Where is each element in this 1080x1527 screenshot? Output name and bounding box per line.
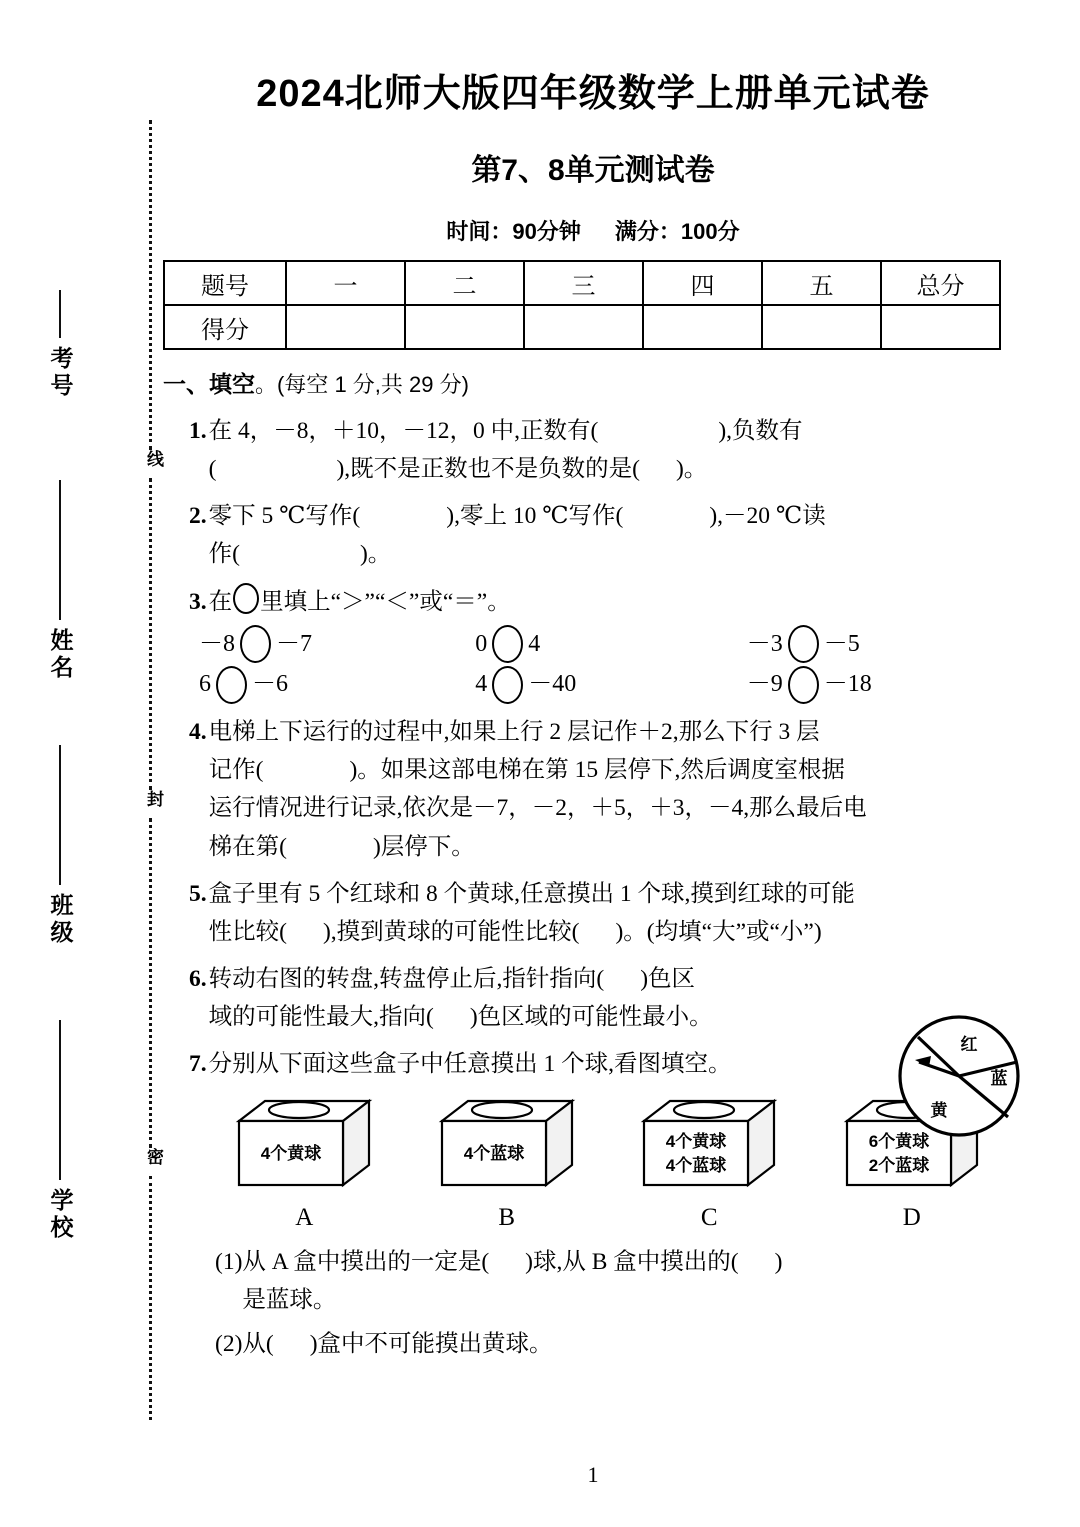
- comparison-circle[interactable]: [240, 625, 271, 663]
- comparison-item-4: [199, 665, 475, 704]
- question-7-sub-2-number: (2): [215, 1330, 243, 1357]
- box-icon-c: [634, 1093, 784, 1197]
- comparison-right-2: 4: [528, 630, 541, 657]
- info-label-name: 姓名: [47, 628, 74, 682]
- question-7-sub-2-line-1: [242, 1325, 1023, 1363]
- question-1-text-b: ),负数有: [718, 418, 803, 445]
- box-b-letter: B: [498, 1203, 516, 1231]
- comparison-left-5: 4: [475, 671, 488, 698]
- page-number: 1: [587, 1462, 599, 1487]
- question-6-text-c: 域的可能性最大,指向(: [208, 1003, 434, 1030]
- question-7-sub-2-body: [242, 1325, 1023, 1363]
- write-rule: [59, 1020, 61, 1180]
- question-4-line-3: 运行情况进行记录,依次是－7，－2，＋5，＋3，－4,那么最后电: [208, 795, 867, 822]
- question-1-line-1: [209, 412, 1023, 450]
- question-3-text-a: 在: [208, 588, 233, 615]
- question-3-number: 3.: [189, 588, 207, 615]
- question-7-sub-1-text-b: )球,从 B 盒中摸出的(: [525, 1249, 739, 1276]
- comparison-item-6: [747, 665, 1023, 704]
- question-4-text-c: 梯在第(: [208, 833, 287, 860]
- question-6-number: 6.: [189, 965, 207, 992]
- comparison-right-6: －18: [823, 671, 872, 698]
- question-7-sub-1-body: [242, 1243, 1023, 1319]
- question-6-line-1: [209, 960, 909, 998]
- question-2-text-d: 作(: [208, 541, 240, 568]
- question-7-sub-1-number: (1): [215, 1249, 243, 1276]
- question-1-line-2: [209, 450, 1023, 488]
- answer-circle-icon: [233, 583, 259, 614]
- sealing-line-char-seal: 封: [140, 790, 162, 807]
- score-table-col-total: 总分: [881, 261, 1000, 305]
- score-table-col-4: 四: [643, 261, 762, 305]
- question-2-line-2: [209, 535, 1023, 573]
- question-7-sub-2-text-a: 从(: [242, 1330, 274, 1357]
- comparison-left-4: 6: [199, 671, 211, 698]
- score-cell-4[interactable]: [643, 305, 762, 349]
- spinner-sector-label-red: 红: [960, 1035, 978, 1054]
- question-6: [163, 960, 1023, 1036]
- box-item-a: [220, 1093, 388, 1239]
- question-3-line-1: [209, 583, 1023, 621]
- comparison-item-3: [747, 625, 1023, 664]
- question-4-line-4: [209, 828, 1023, 866]
- box-d-label-line-1: 6个黄球: [868, 1131, 929, 1151]
- student-info-margin: [0, 0, 163, 1527]
- comparison-right-5: －40: [528, 671, 577, 698]
- score-table-rowhead-score: 得分: [164, 305, 286, 349]
- score-table-col-1: 一: [286, 261, 405, 305]
- sealing-line-char-secret: 密: [140, 1148, 162, 1165]
- spinner-figure: [895, 1012, 1023, 1140]
- score-table: [163, 260, 1001, 350]
- spinner-sector-label-yellow: 黄: [930, 1101, 948, 1120]
- question-4-text-b: )。如果这部电梯在第 15 层停下,然后调度室根据: [349, 757, 845, 784]
- section-heading-label: 一、填空: [163, 371, 255, 397]
- comparison-left-6: －9: [746, 671, 783, 698]
- sealing-line-dots-bottom: [149, 1176, 152, 1420]
- question-2-body: [209, 497, 1023, 573]
- exam-fullscore-label: 满分：100分: [614, 219, 740, 244]
- section-heading-points: 。(每空 1 分,共 29 分): [255, 372, 469, 397]
- question-2-text-b: ),零上 10 ℃写作(: [446, 503, 624, 530]
- question-4-body: [209, 713, 1023, 865]
- question-6-text-d: )色区域的可能性最小。: [469, 1003, 713, 1030]
- questions-container: [163, 366, 1023, 1363]
- question-7-number: 7.: [189, 1050, 207, 1077]
- box-c-letter: C: [700, 1203, 718, 1231]
- table-row-question-numbers: [164, 261, 1000, 305]
- info-field-class: [30, 745, 90, 947]
- comparison-right-3: －5: [823, 630, 860, 657]
- question-2-text-a: 零下 5 ℃写作(: [208, 503, 361, 530]
- box-a-letter: A: [295, 1203, 314, 1231]
- comparison-circle[interactable]: [788, 666, 819, 704]
- question-4-line-1: 电梯上下运行的过程中,如果上行 2 层记作＋2,那么下行 3 层: [208, 719, 820, 746]
- score-table-col-3: 三: [524, 261, 643, 305]
- score-cell-1[interactable]: [286, 305, 405, 349]
- sealing-line: [143, 120, 163, 1420]
- box-icon-a: [229, 1093, 379, 1197]
- question-6-text-a: 转动右图的转盘,转盘停止后,指针指向(: [208, 965, 605, 992]
- info-field-school: [30, 1020, 90, 1242]
- question-5-body: [209, 875, 1023, 951]
- question-3-text-b: 里填上“＞”“＜”或“＝”。: [260, 588, 511, 615]
- score-cell-total[interactable]: [881, 305, 1000, 349]
- question-5-text-c: )。(均填“大”或“小”): [615, 918, 822, 945]
- score-cell-3[interactable]: [524, 305, 643, 349]
- question-7-sub-1-line-2: 是蓝球。: [242, 1287, 337, 1314]
- info-field-exam-number: [30, 290, 90, 400]
- score-table-rowhead-question: 题号: [164, 261, 286, 305]
- box-c-label-line-1: 4个黄球: [666, 1131, 727, 1151]
- question-5-text-b: ),摸到黄球的可能性比较(: [322, 918, 580, 945]
- exam-meta: [163, 215, 1023, 246]
- question-2: [163, 497, 1023, 573]
- write-rule: [59, 480, 61, 620]
- info-label-exam-number: 考号: [47, 346, 74, 400]
- question-6-body: [209, 960, 909, 1036]
- question-3-body: [209, 583, 1023, 621]
- comparison-right-4: －6: [252, 671, 288, 698]
- question-4-text-d: )层停下。: [372, 833, 475, 860]
- table-row-scores: [164, 305, 1000, 349]
- section-heading-fill-in-blank: [163, 366, 1023, 403]
- comparison-item-1: [199, 625, 475, 664]
- question-4-text-a: 记作(: [208, 757, 264, 784]
- question-5: [163, 875, 1023, 951]
- question-5-line-1: 盒子里有 5 个红球和 8 个黄球,任意摸出 1 个球,摸到红球的可能: [208, 880, 855, 907]
- question-7-sub-1-text-c: ): [774, 1249, 783, 1276]
- comparison-left-2: 0: [475, 630, 488, 657]
- score-table-col-2: 二: [405, 261, 524, 305]
- comparison-item-2: [475, 625, 747, 664]
- question-5-number: 5.: [189, 880, 207, 907]
- ball-boxes-figure: [163, 1093, 1023, 1239]
- question-1-number: 1.: [189, 418, 207, 445]
- question-2-number: 2.: [189, 503, 207, 530]
- question-7-line-1: 分别从下面这些盒子中任意摸出 1 个球,看图填空。: [208, 1050, 732, 1077]
- score-table-col-5: 五: [762, 261, 881, 305]
- box-icon-b: [432, 1093, 582, 1197]
- box-item-b: [423, 1093, 591, 1239]
- question-4: [163, 713, 1023, 865]
- question-2-text-c: ),－20 ℃读: [709, 503, 826, 530]
- question-7-sub-2: [163, 1325, 1023, 1363]
- question-6-text-b: )色区: [640, 965, 696, 992]
- question-3: [163, 583, 1023, 621]
- write-rule: [59, 290, 61, 338]
- score-cell-5[interactable]: [762, 305, 881, 349]
- box-item-c: [625, 1093, 793, 1239]
- page-title: 2024北师大版四年级数学上册单元试卷: [256, 73, 930, 115]
- comparison-circle[interactable]: [492, 625, 523, 663]
- question-2-text-e: )。: [359, 541, 392, 568]
- question-7-sub-1-text-a: 从 A 盒中摸出的一定是(: [242, 1249, 490, 1276]
- comparison-left-3: －3: [746, 630, 783, 657]
- info-field-name: [30, 480, 90, 682]
- comparison-item-5: [475, 665, 747, 704]
- info-label-class: 班级: [47, 893, 74, 947]
- question-7-sub-1-line-1: [242, 1243, 1023, 1281]
- comparison-row-2: [199, 665, 1023, 704]
- question-5-line-2: [209, 913, 1023, 951]
- sealing-line-dots-mid2: [149, 818, 152, 1148]
- info-label-school: 学校: [47, 1188, 74, 1242]
- box-c-label-line-2: 4个蓝球: [666, 1155, 727, 1175]
- spinner-icon: [895, 1012, 1023, 1140]
- write-rule: [59, 745, 61, 885]
- sealing-line-char-line: 线: [140, 450, 162, 467]
- sealing-line-dots-top: [149, 120, 152, 450]
- comparison-circle[interactable]: [216, 666, 247, 704]
- question-1-text-a: 在 4，－8，＋10，－12，0 中,正数有(: [208, 418, 599, 445]
- question-5-text-a: 性比较(: [208, 918, 287, 945]
- question-4-line-2: [209, 751, 1023, 789]
- page-subtitle: 第7、8单元测试卷: [471, 154, 715, 187]
- question-2-line-1: [209, 497, 1023, 535]
- question-7-sub-1: [163, 1243, 1023, 1319]
- comparison-circle[interactable]: [492, 666, 523, 704]
- question-1-text-d: ),既不是正数也不是负数的是(: [336, 456, 640, 483]
- box-d-letter: D: [902, 1203, 921, 1231]
- question-1-body: [209, 412, 1023, 488]
- question-6-line-2: [209, 998, 909, 1036]
- question-1: [163, 412, 1023, 488]
- question-1-text-e: )。: [675, 456, 708, 483]
- spinner-sector-label-blue: 蓝: [990, 1069, 1008, 1088]
- question-7-sub-2-text-b: )盒中不可能摸出黄球。: [309, 1330, 553, 1357]
- box-b-label-line-1: 4个蓝球: [463, 1143, 524, 1163]
- exam-sheet: [163, 0, 1023, 1527]
- exam-time-label: 时间：90分钟: [446, 219, 581, 244]
- comparison-grid: [163, 625, 1023, 705]
- comparison-circle[interactable]: [788, 625, 819, 663]
- score-cell-2[interactable]: [405, 305, 524, 349]
- question-7: [163, 1045, 1023, 1083]
- question-4-number: 4.: [189, 719, 207, 746]
- box-a-label-line-1: 4个黄球: [261, 1143, 322, 1163]
- comparison-left-1: －8: [199, 630, 235, 657]
- sealing-line-dots-mid1: [149, 478, 152, 790]
- comparison-row-1: [199, 625, 1023, 664]
- box-d-label-line-2: 2个蓝球: [868, 1155, 929, 1175]
- comparison-right-1: －7: [276, 630, 312, 657]
- question-1-text-c: (: [208, 456, 217, 483]
